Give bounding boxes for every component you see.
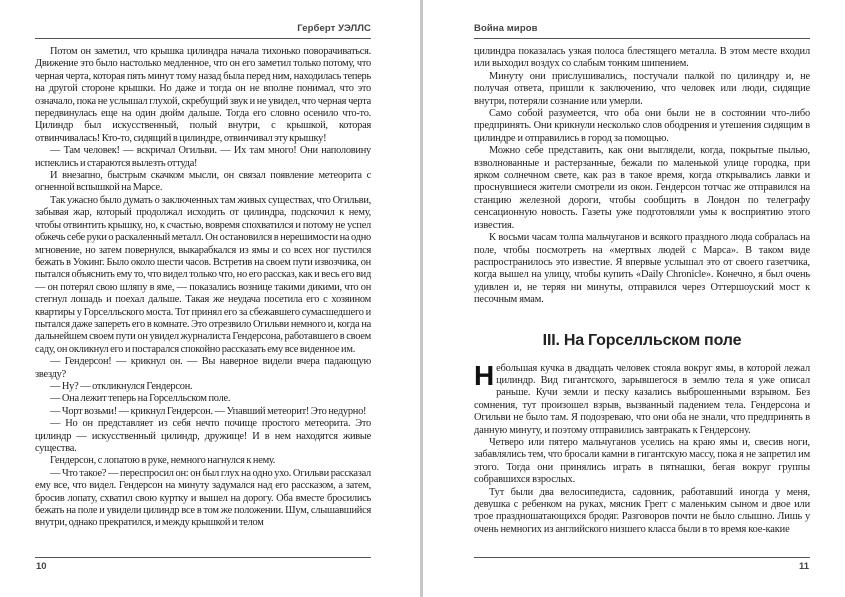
paragraph: Четверо или пятеро мальчуганов уселись на краю ямы и, свесив ноги, забавлялись тем, что бросали камни в гигантскую массу, пока я не запретил им этого. Тогда они принялись играть в пятнашки, бегая вокруг группы собравшихся взрослых. (474, 436, 810, 486)
paragraph: — Ну? — откликнулся Гендерсон. (50, 380, 193, 392)
paragraph: цилиндра показалась узкая полоса блестящего металла. В этом месте входил или выходил воздух со слабым тонким шипением. (474, 46, 810, 70)
paragraph: — Гендерсон! — крикнул он. — Вы наверное видели вчера падающую звезду? (35, 356, 371, 380)
paragraph: Так ужасно было думать о заключенных там живых существах, что Огильви, забывая жар, который продолжал исходить от цилиндра, подскочил к нему, чтобы отвинтить крышку, но, к счастью, вовремя спохватился и потому не успел обжечь себе руки о раскаленный металл. Он остановился в нерешимости на одно мгновение, но затем повернулся, выкарабкался из ямы и со всех ног пустился бежать в Уокинг. Было около шести часов. Встретив на своем пути извозчика, он пытался объяснить ему то, что видел только что, но его рассказ, как и весь его вид — он потерял свою шляпу в яме, — показались вознице такими дикими, что он стегнул лошадь и поехал дальше. Такая же неудача посетила его с хозяином квартиры у Горселльского моста. Тот принял его за сбежавшего сумасшедшего и пытался даже запереть его в комнате. Это отрезвило Огильви немного и, когда на дальнейшем своем пути он увидел журналиста Гендерсона, работавшего в своем саду, он окликнул его и постарался спокойно рассказать ему все виденное им. (35, 194, 371, 355)
page-gutter (420, 0, 423, 597)
paragraph: — Там человек! — вскричал Огильви. — Их там много! Они наполовину испеклись и стараются вылезть оттуда! (35, 145, 371, 169)
page-number: 10 (36, 561, 47, 572)
chapter-first-paragraph (474, 363, 810, 437)
paragraph: Можно себе представить, как они выглядели, когда, покрытые пылью, взволнованные и растерзанные, бежали по маленькой улице городка, при ярком солнечном свете, как раз в такое время, когда открывались лавки и проснувшиеся жители смотрели из окон. Гендерсон тотчас же отправился на станцию железной дороги, чтобы сообщить в Лондон по телеграфу сенсационную новость. Газеты уже подготовляли умы к восприятию этого известия. (474, 145, 810, 231)
paragraph: Потом он заметил, что крышка цилиндра начала тихонько поворачиваться. Движение это было настолько медленное, что он его заметил только потому, что черная черта, которая пять минут тому назад была перед ним, находилась теперь на другой стороне крышки. Но даже и тогда он не вполне понимал, что это означало, пока не услышал глухой, скребущий звук и не увидел, что черная черта передвинулась еще на один дюйм дальше. Тогда его словно осенило что-то. Цилиндр был искусственный, полый внутри, с крышкой, которая отвинчивалась! Кто-то, сидящий в цилиндре, отвинчивал эту крышку! (35, 46, 371, 144)
paragraph: Минуту они прислушивались, постучали палкой по цилиндру и, не получая ответа, пришли к заключению, что человек или люди, сидящие внутри, потеряли сознание или умерли. (474, 70, 810, 107)
left-page-body (35, 46, 371, 530)
paragraph: И внезапно, быстрым скачком мысли, он связал появление метеорита с огненной вспышкой на Марсе. (35, 170, 371, 194)
drop-cap: Н (474, 362, 495, 391)
footer-rule (35, 557, 371, 558)
chapter-title: III. На Горселльском поле (542, 331, 742, 349)
paragraph: — Чорт возьми! — крикнул Гендерсон. — Упавший метеорит! Это недурно! (50, 405, 367, 417)
page-number: 11 (798, 561, 809, 572)
right-page-body (474, 46, 810, 536)
paragraph: — Но он представляет из себя нечто почище простого метеорита. Это цилиндр — искусственный цилиндр, дружище! И в нем находятся живые существа. (35, 418, 371, 454)
left-page (35, 0, 371, 597)
paragraph: — Что такое? — переспросил он: он был глух на одно ухо. Огильви рассказал ему все, что видел. Гендерсон на минуту задумался над его рассказом, а затем, бросив лопату, схватил свою куртку и вышел на дорогу. Оба вместе бросились бежать на поле и увидели цилиндр все в том же положении. Шум, слышавшийся внутри, однако прекратился, и между крышкой и телом (35, 467, 371, 529)
paragraph: К восьми часам толпа мальчуганов и всякого праздного люда собралась на поле, чтобы посмотреть на «мертвых людей с Марса». В таком виде распространилось это известие. Я впервые услышал это от своего газетчика, когда вышел на улицу, чтобы купить «Daily Chronicle». Конечно, я был очень удивлен и, не теряя ни минуты, отправился через Оттершоуский мост к песочным ямам. (474, 232, 810, 306)
running-head-author: Герберт УЭЛЛС (35, 23, 371, 39)
paragraph: Само собой разумеется, что оба они были не в состоянии что-либо предпринять. Они крикнули несколько слов ободрения и утешения сидящим в цилиндре и отправились в город за помощью. (474, 108, 810, 144)
paragraph: Тут были два велосипедиста, садовник, работавший иногда у меня, девушка с ребенком на руках, мясник Грегг с маленьким сыном и двое или трое праздношатающихся бродяг. Разговоров почти не было слышно. Лишь у очень немногих из английского низшего класса были в то время кое-какие (474, 486, 810, 535)
running-head-title: Война миров (474, 23, 810, 39)
right-page (474, 0, 810, 597)
first-paragraph-text: ебольшая кучка в двадцать человек стояла вокруг ямы, в которой лежал цилиндр. Вид гигантского, зарывшегося в землю тела я уже описал раньше. Кучи земли и песку казались выброшенными взрывом. Без сомнения, тут произошел взрыв, вызванный падением тела. Гендерсона и Огильви не было там. Я подозреваю, что они оба не знали, что предпринять в данную минуту, и поэтому отправились завтракать к Гендерсону. (474, 362, 810, 436)
paragraph: — Она лежит теперь на Горселльском поле. (50, 393, 231, 405)
footer-rule (474, 557, 810, 558)
paragraph: Гендерсон, с лопатою в руке, немного нагнулся к нему. (50, 455, 276, 467)
